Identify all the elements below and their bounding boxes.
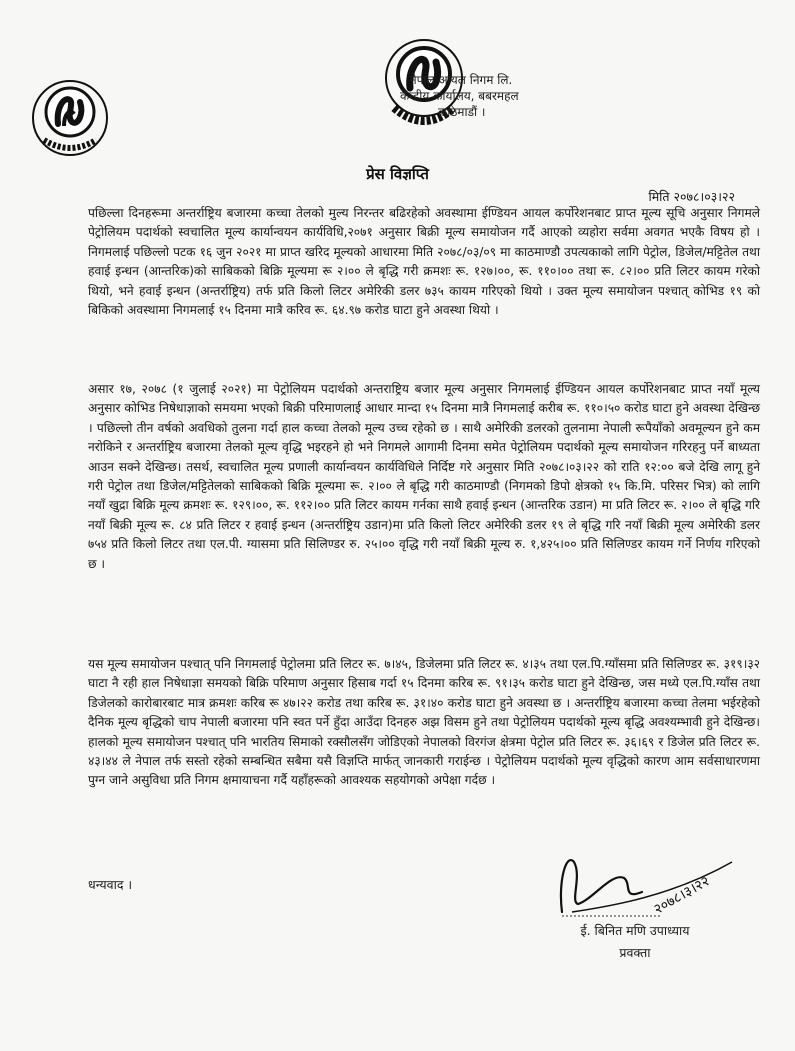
paragraph-2: असार १७, २०७८ (१ जुलाई २०२१) मा पेट्रोलियम पदार्थको अन्तराष्ट्रिय बजार मूल्य अनुसार निगमलाई ईण्डियन आयल कर्पोरेशनबाट प्राप्त नयाँ मूल्य अनुसार कोभिड निषेधाज्ञाको समयमा भएको बिक्री परिमाणलाई आधार मान्दा १५ दिनमा मात्रै निगमलाई करीब रू. ११०।५० करोड घाटा हुने अवस्था देखिन्छ । पछिल्लो तीन वर्षको अवधिको तुलना गर्दा हाल कच्चा तेलको मूल्य उच्च रहेको छ । साथै अमेरिकी डलरको तुलनामा नेपाली रूपैयाँको अवमूल्यन हुने कम नरोकिने र अन्तर्राष्ट्रिय बजारमा तेलको मूल्य वृद्धि भइरहने हो भने निगमले आगामी दिनमा समेत पेट्रोलियम पदार्थको मूल्य समायोजन गरिरहनु पर्ने बाध्यता आउन सक्ने देखिन्छ। तसर्थ, स्वचालित मूल्य प्रणाली कार्यान्वयन कार्यविधिले निर्दिष्ट गरे अनुसार मिति २०७८।०३।२२ को राति १२:०० बजे देखि लागू हुने गरी पेट्रोल तथा डिजेल/मट्टितेलको साबिकको बिक्रि मूल्यमा रू. २।०० ले बृद्धि गरी काठमाण्डौ (निगमको डिपो क्षेत्रको १५ कि.मि. परिसर भित्र) को लागि नयाँ खुद्रा बिक्रि मूल्य क्रमशः रू. १२९।००, रू. ११२।०० प्रति लिटर कायम गर्नका साथै हवाई इन्धन (आन्तरिक उडान) मा प्रति लिटर रू. २।०० ले बृद्धि गरि नयाँ बिक्री मूल्य रू. ८४ प्रति लिटर र हवाई इन्धन (अन्तर्राष्ट्रिय उडान)मा प्रति किलो लिटर अमेरिकी डलर १९ ले बृद्धि गरि नयाँ बिक्री मूल्य अमेरिकी डलर ७५४ प्रति किलो लिटर तथा एल.पी. ग्यासमा प्रति सिलिण्डर रु. २५।०० वृद्धि गरी नयाँ बिक्री मूल्य रु. १,४२५।०० प्रति सिलिण्डर कायम गर्ने निर्णय गरिएको छ । <box>88 382 760 571</box>
org-header <box>400 72 660 120</box>
org-name: नेपाल आयल निगम लि. <box>410 73 513 87</box>
org-office: केन्द्रीय कार्यालय, बबरमहल <box>400 89 519 103</box>
handwritten-signature <box>552 842 752 922</box>
press-release-title: प्रेस विज्ञप्ति <box>366 165 429 183</box>
noc-logo-left <box>30 78 110 158</box>
signatory-name: ई. बिनित मणि उपाध्याय <box>580 923 690 938</box>
paragraph-3: यस मूल्य समायोजन पश्चात् पनि निगमलाई पेट्रोलमा प्रति लिटर रू. ७।४५, डिजेलमा प्रति लिटर रू. ४।३५ तथा एल.पि.ग्याँसमा प्रति सिलिण्डर रू. ३१९।३२ घाटा नै रही हाल निषेधाज्ञा समयको बिक्रि परिमाण अनुसार हिसाब गर्दा १५ दिनमा करिब रू. ९१।३५ करोड घाटा हुने देखिन्छ, जस मध्ये एल.पि.ग्याँस तथा डिजेलको कारोबारबाट मात्र क्रमशः करिब रू ४७।२२ करोड तथा करिब रू. ३१।४० करोड घाटा हुने अवस्था छ । अन्तर्राष्ट्रिय बजारमा कच्चा तेलमा भईरहेको दैनिक मूल्य बृद्धिको चाप नेपाली बजारमा पनि स्वत पर्ने हुँदा आउँदा दिनहरु अझ विसम हुने तथा पेट्रोलियम पदार्थको मूल्य बृद्धि अवश्यम्भावी हुने देखिन्छ। हालको मूल्य समायोजन पश्चात् पनि भारतिय सिमाको रक्सौलसँग जोडिएको नेपालको विरगंज क्षेत्रमा पेट्रोल प्रति लिटर रू. ३६।६९ र डिजेल प्रति लिटर रू. ४३।४४ ले नेपाल तर्फ सस्तो रहेको सम्बन्धित सबैमा यसै विज्ञप्ति मार्फत् जानकारी गराईन्छ । पेट्रोलियम पदार्थको मूल्य वृद्धिको कारण आम सर्वसाधारणमा पुग्न जाने असुविधा प्रति निगम क्षमायाचना गर्दै यहाँहरूको आवश्यक सहयोगको अपेक्षा गर्दछ । <box>88 657 760 788</box>
signatory-title: प्रवक्ता <box>619 945 651 960</box>
signature-date: २०७८।३।२२ <box>651 873 713 918</box>
thanks-text: धन्यवाद । <box>88 877 133 892</box>
org-city: काठमाडौं । <box>438 105 486 119</box>
release-date: मिति २०७८।०३।२२ <box>648 189 735 204</box>
paragraph-1: पछिल्ला दिनहरूमा अन्तर्राष्ट्रिय बजारमा कच्चा तेलको मुल्य निरन्तर बढिरहेको अवस्थामा ईण्डियन आयल कर्पोरेशनबाट प्राप्त मूल्य सूचि अनुसार निगमले पेट्रोलियम पदार्थको स्वचालित मूल्य कार्यान्वयन कार्यविधि,२०७१ अनुसार बिक्री मूल्य समायोजन गर्दै आएको व्यहोरा सर्वमा अवगत भएकै विषय हो । निगमलाई पछिल्लो पटक १६ जुन २०२१ मा प्राप्त खरिद मूल्यको आधारमा मिति २०७८/०३/०९ मा काठमाण्डौ उपत्यकाको लागि पेट्रोल, डिजेल/मट्टितेल तथा हवाई इन्धन (आन्तरिक)को साबिकको बिक्रि मूल्यमा रू २।०० ले बृद्धि गरी क्रमशः रू. १२७।००, रू. ११०।०० तथा रू. ८२।०० प्रति लिटर कायम गरेको थियो, भने हवाई इन्धन (अन्तर्राष्ट्रिय) तर्फ प्रति किलो लिटर अमेरिकी डलर ७३५ कायम गरिएको थियो । उक्त मूल्य समायोजन पश्चात् कोभिड १९ को बिकिको अवस्थामा निगमलाई १५ दिनमा मात्रै करिव रू. ६४.९७ करोड घाटा हुने अवस्था थियो । <box>88 206 760 318</box>
